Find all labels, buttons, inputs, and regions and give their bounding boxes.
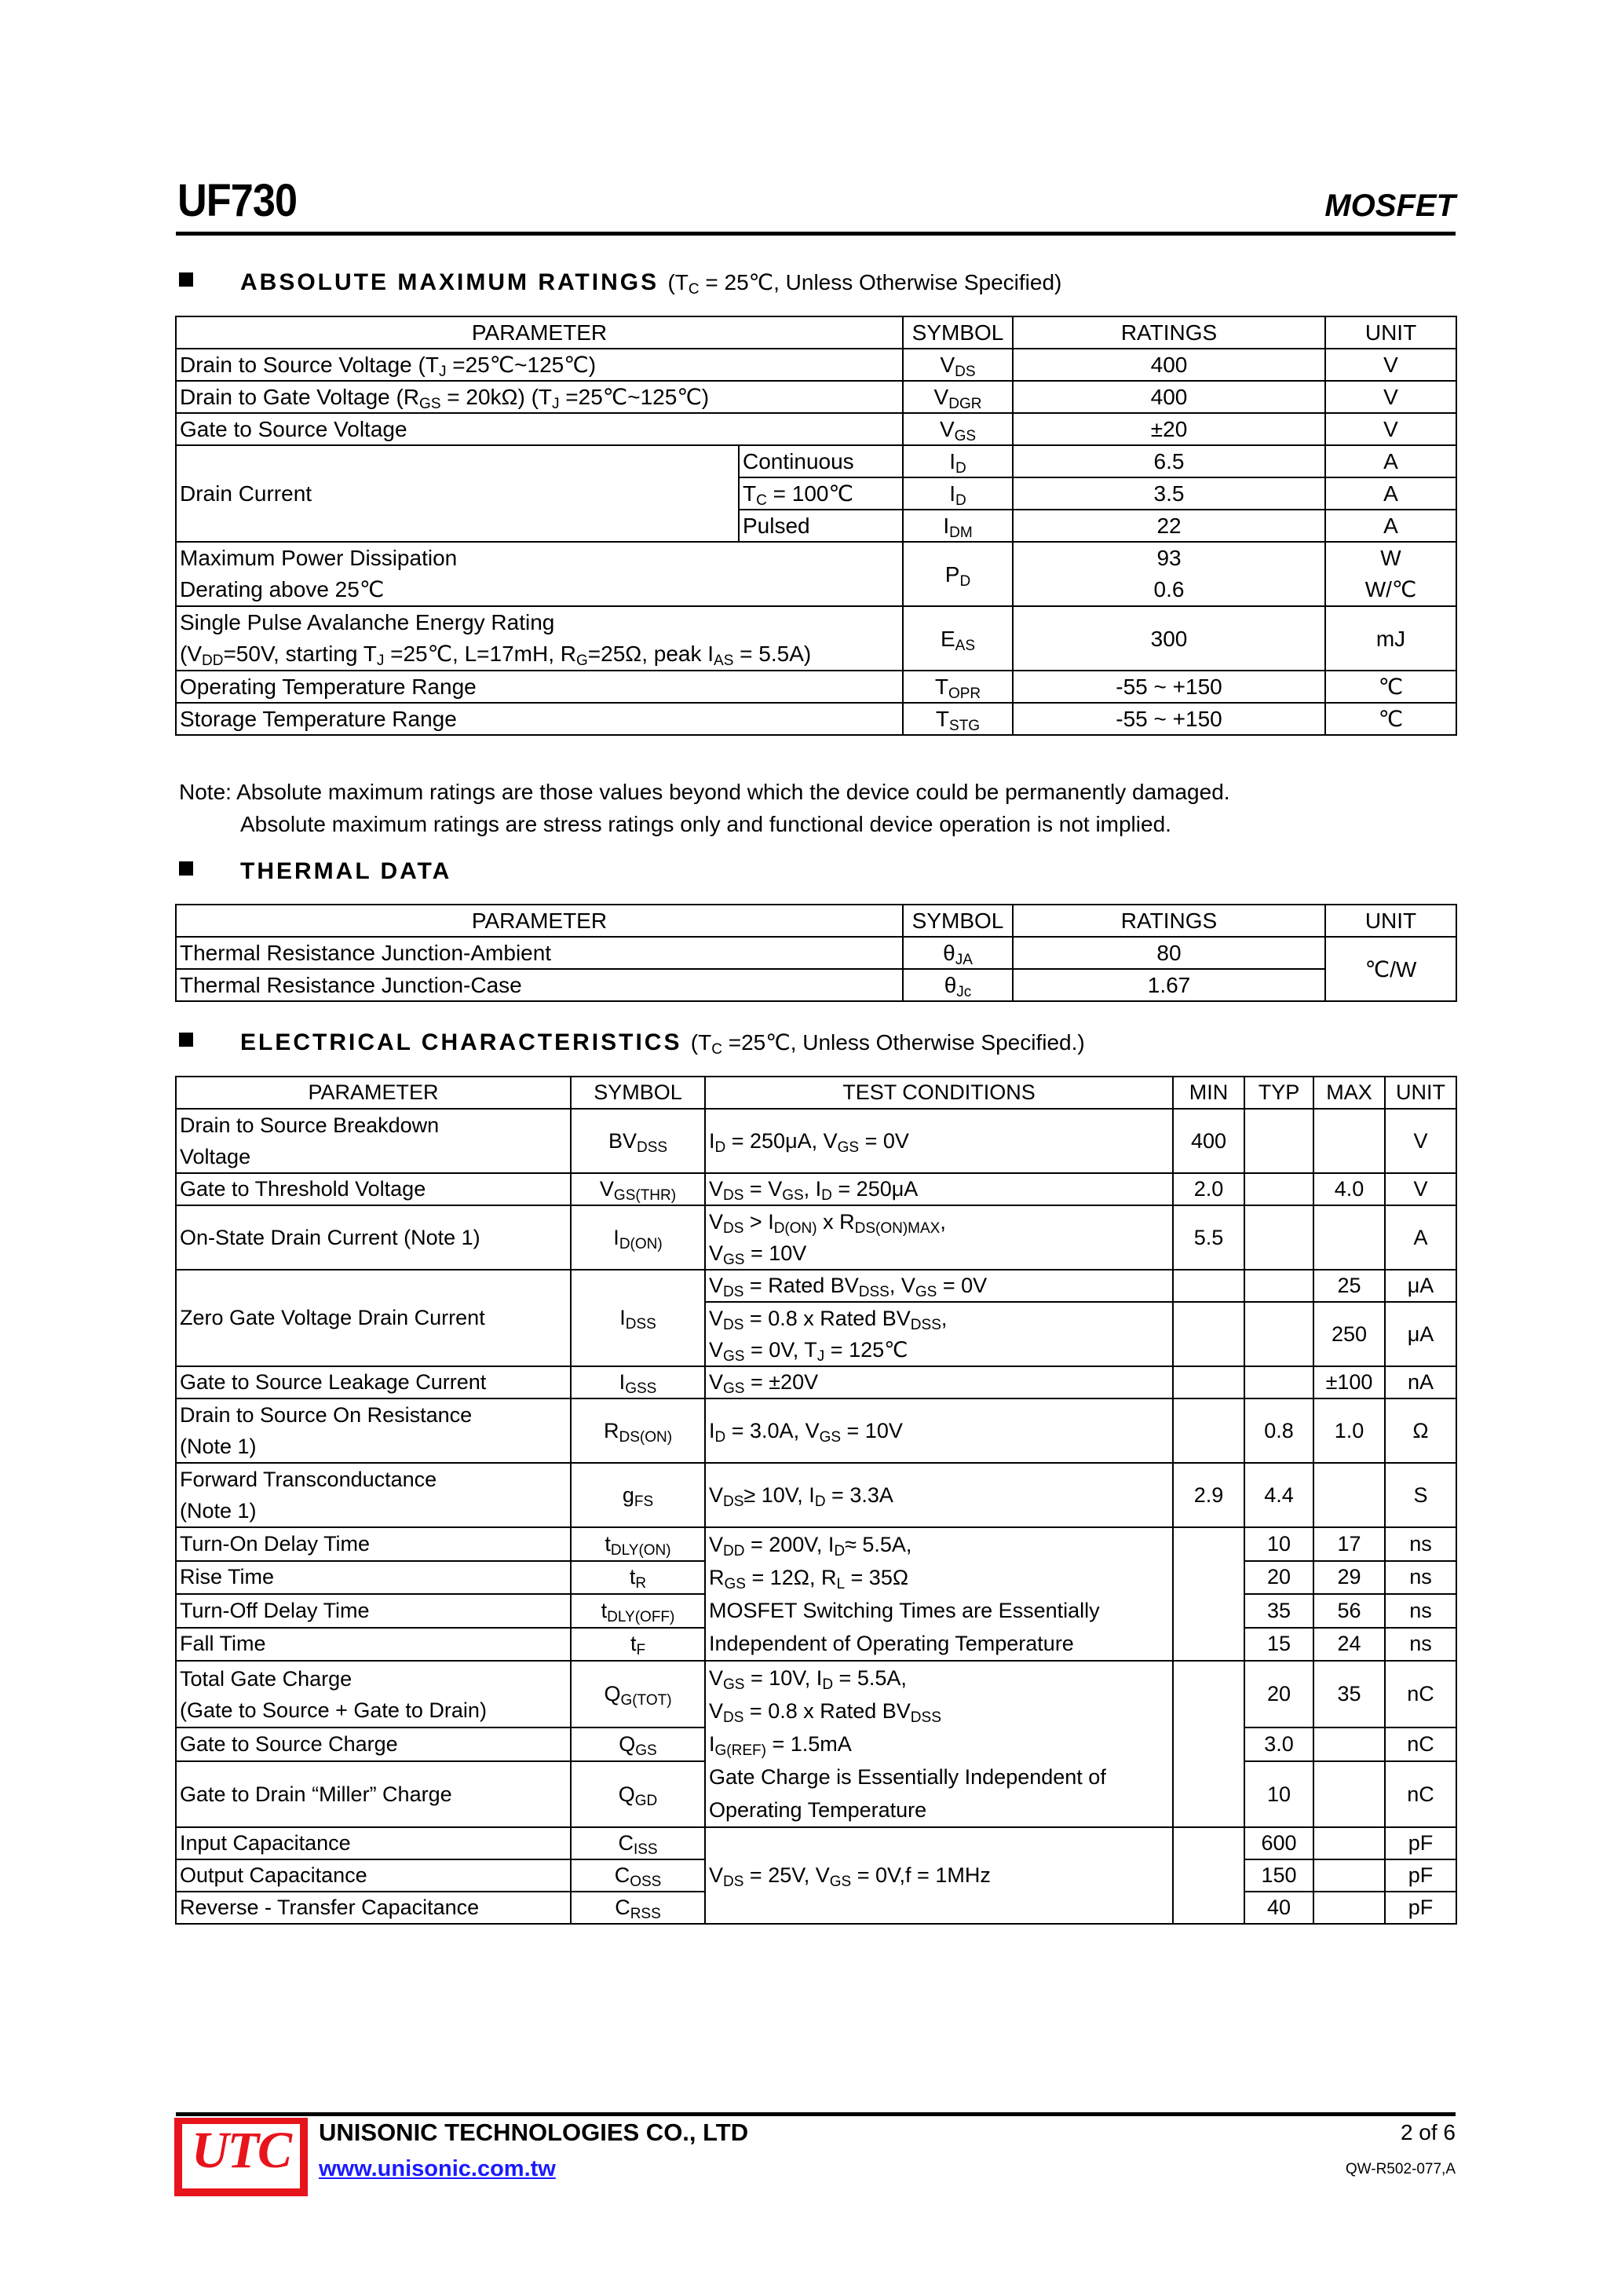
table-row: On-State Drain Current (Note 1) $I_{D(ON)}$ $V_{DS} > I_{D(ON)}$ x $R_{DS(ON)MAX}$, $V_{GS} = 10V$ 5.5 A [176, 1205, 1456, 1270]
table-row: Turn-On Delay Time $t_{DLY(ON)}$ $V_{DD} = 200V$, $I_D\approx 5.5A$, $R_{GS} = 12\Omega$, $R_L = 35\Omega$ MOSFET Switching Times are Essentially Independent of Operating Temperature 10 17 ns [176, 1527, 1456, 1561]
table-row: Input Capacitance $C_{ISS}$ $V_{DS} = 25V$, $V_{GS} = 0V,f = 1MHz$ 600 pF [176, 1827, 1456, 1859]
abs-max-heading: ABSOLUTE MAXIMUM RATINGS ($T_C$ = 25℃, Unless Otherwise Specified) [179, 269, 1061, 296]
table-row: Storage Temperature Range $T_{STG}$ -55 ~ +150 ℃ [176, 703, 1456, 735]
header-rule [176, 232, 1456, 236]
table-row: Gate to Source Leakage Current $I_{GSS}$ $V_{GS} = \pm 20V$ ±100 nA [176, 1366, 1456, 1398]
table-row: Fall Time $t_F$ 15 24 ns [176, 1628, 1456, 1662]
device-category: MOSFET [1324, 188, 1456, 223]
footer-rule [176, 2112, 1456, 2116]
table-row: Rise Time $t_R$ 20 29 ns [176, 1561, 1456, 1595]
utc-logo: UTC [174, 2118, 308, 2196]
table-row: Gate to Source Voltage $V_{GS}$ ±20 V [176, 413, 1456, 445]
table-row: $V_{DS} = 0.8$ x Rated $BV_{DSS}$, $V_{GS} = 0V$, $T_J$ = 125℃ 250 μA [176, 1302, 1456, 1366]
table-row: Drain to Gate Voltage $(R_{GS} = 20k\Omega)$ ($T_J$ =25℃~125℃) $V_{DGR}$ 400 V [176, 381, 1456, 413]
elec-heading: ELECTRICAL CHARACTERISTICS ($T_C$ =25℃, Unless Otherwise Specified.) [179, 1029, 1085, 1056]
note-line-2: Absolute maximum ratings are stress ratings only and functional device operation is not implied. [240, 812, 1171, 836]
table-row: Operating Temperature Range $T_{OPR}$ -55 ~ +150 ℃ [176, 671, 1456, 703]
bullet-icon [179, 272, 193, 287]
table-row: Drain to Source Breakdown Voltage $BV_{DSS}$ $I_D = 250\mu A$, $V_{GS} = 0V$ 400 V [176, 1109, 1456, 1173]
website-link[interactable]: www.unisonic.com.tw [319, 2156, 556, 2181]
table-row: Thermal Resistance Junction-Case $\theta_{Jc}$ 1.67 [176, 969, 1456, 1001]
table-row: Drain Current Continuous $I_D$ 6.5 A [176, 445, 1456, 477]
elec-table [175, 1076, 1457, 1925]
part-number: UF730 [177, 175, 298, 226]
table-row: Drain to Source Voltage ($T_J$ =25℃~125℃) $V_{DS}$ 400 V [176, 349, 1456, 381]
table-row: Thermal Resistance Junction-Ambient $\theta_{JA}$ 80 ℃/W [176, 937, 1456, 969]
table-header-row: PARAMETER SYMBOL RATINGS UNIT [176, 905, 1456, 937]
table-row: Maximum Power Dissipation Derating above 25℃ $P_D$ 93 0.6 W W/℃ [176, 542, 1456, 606]
table-row: Turn-Off Delay Time $t_{DLY(OFF)}$ 35 56 ns [176, 1594, 1456, 1628]
table-row: Gate to Source Charge $Q_{GS}$ 3.0 nC [176, 1727, 1456, 1761]
abs-max-table [175, 316, 1457, 736]
table-row: Total Gate Charge (Gate to Source + Gate to Drain) $Q_{G(TOT)}$ $V_{GS} = 10V$, $I_D = 5.5A$, $V_{DS} = 0.8$ x Rated $BV_{DSS}$ $I_{G(REF)} = 1.5mA$ Gate Charge is Essentially Independent of Operating Temperature 20 35 nC [176, 1661, 1456, 1727]
table-header-row: PARAMETER SYMBOL TEST CONDITIONS MIN TYP MAX UNIT [176, 1077, 1456, 1109]
table-row: Gate to Threshold Voltage $V_{GS(THR)}$ $V_{DS} = V_{GS}$, $I_D = 250\mu A$ 2.0 4.0 V [176, 1173, 1456, 1205]
table-header-row: PARAMETER SYMBOL RATINGS UNIT [176, 316, 1456, 349]
table-row: Output Capacitance $C_{OSS}$ 150 pF [176, 1859, 1456, 1892]
table-row: Forward Transconductance (Note 1) $g_{FS}$ $V_{DS}\ge 10V$, $I_D = 3.3A$ 2.9 4.4 S [176, 1463, 1456, 1527]
note-line-1: Note: Absolute maximum ratings are those values beyond which the device could be permanently damaged. [179, 780, 1230, 804]
table-row: Reverse - Transfer Capacitance $C_{RSS}$ 40 pF [176, 1892, 1456, 1924]
table-row: Pulsed $I_{DM}$ 22 A [176, 510, 1456, 542]
bullet-icon [179, 1033, 193, 1047]
document-number: QW-R502-077,A [1345, 2161, 1456, 2177]
page-number: 2 of 6 [1400, 2120, 1456, 2144]
bullet-icon [179, 861, 193, 876]
table-row: Gate to Drain “Miller” Charge $Q_{GD}$ 10 nC [176, 1761, 1456, 1827]
table-row: Zero Gate Voltage Drain Current $I_{DSS}$ $V_{DS}$ = Rated $BV_{DSS}$, $V_{GS} = 0V$ 25 μA [176, 1270, 1456, 1302]
table-row: $T_C$ = 100℃ $I_D$ 3.5 A [176, 477, 1456, 510]
company-name: UNISONIC TECHNOLOGIES CO., LTD [319, 2119, 749, 2146]
table-row: Drain to Source On Resistance (Note 1) $R_{DS(ON)}$ $I_D = 3.0A$, $V_{GS} = 10V$ 0.8 1.0 Ω [176, 1398, 1456, 1463]
thermal-heading: THERMAL DATA [179, 858, 451, 885]
table-row: Single Pulse Avalanche Energy Rating ($V_{DD}=50V$, starting $T_J$ =25℃, L=17mH, $R_G=25\Omega$, peak $I_{AS} = 5.5A$) $E_{AS}$ 300 mJ [176, 606, 1456, 671]
thermal-table [175, 904, 1457, 1002]
